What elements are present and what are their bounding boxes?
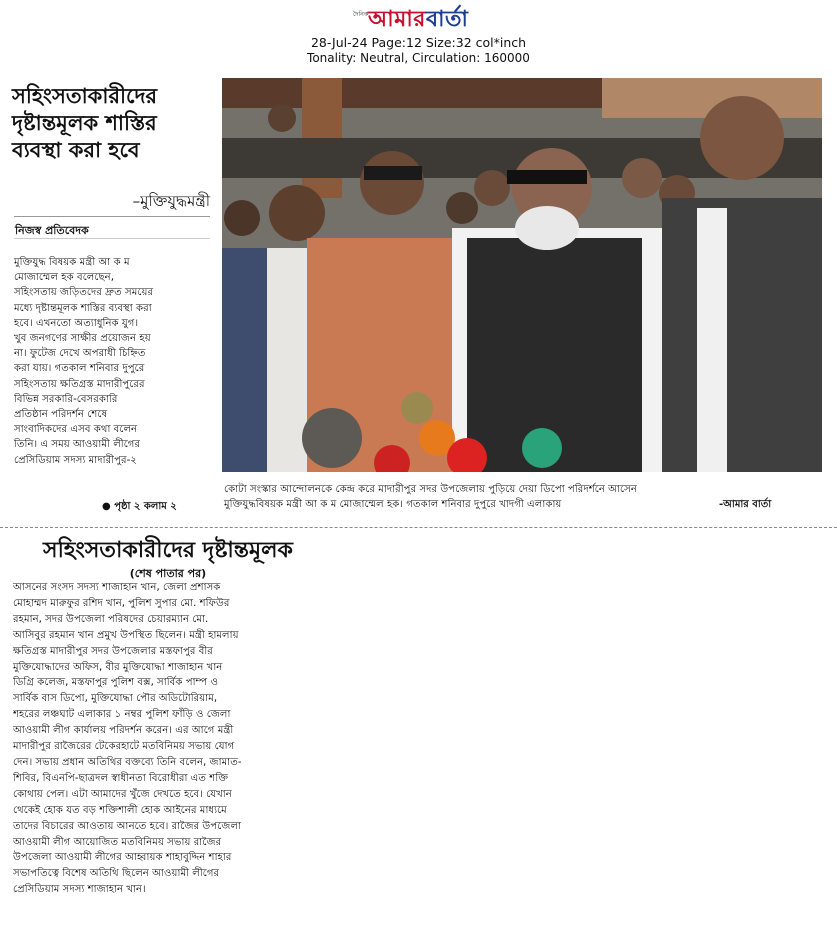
body-line: বিভিন্ন সরকারি-বেসরকারি [14, 393, 118, 405]
body-line: সহিংসতায় ক্ষতিগ্রস্ত মাদারীপুরের [14, 378, 145, 390]
body-line: সার্বিক বাস ডিপো, মুক্তিযোদ্ধা পৌর অডিটোরিয়াম, [13, 693, 218, 705]
body-line: আসিবুর রহমান খান প্রমুখ উপস্থিত ছিলেন। মন্ত্রী হামলায় [13, 629, 239, 641]
body-line: হবে। এখনতো অত্যাধুনিক যুগ। [14, 317, 139, 329]
news-photo [222, 78, 822, 472]
clipping-divider [0, 527, 837, 528]
body-line: রহমান, সদর উপজেলা পরিষদের চেয়ারম্যান মো. [13, 613, 209, 625]
caption-line: মুক্তিযুদ্ধবিষয়ক মন্ত্রী আ ক ম মোজাম্মেল হক। গতকাল শনিবার দুপুরে খাদগী এলাকায় [224, 499, 562, 510]
body-line: তিনি। এ সময় আওয়ামী লীগের [14, 439, 141, 451]
tonality-info: Tonality: Neutral, Circulation: 160000 [307, 51, 530, 65]
logo-text-red: আমার [368, 7, 426, 32]
body-line: প্রেসিডিয়াম সদস্য মাদারীপুর-২ [14, 454, 137, 466]
body-line: না। ফুটেজ দেখে অপরাধী চিহ্নিত [14, 348, 146, 360]
body-line: কোথায় পেল। এটা আমাদের খুঁজে দেখতে হবে। যেখান [13, 788, 232, 800]
body-line: শহরের লঞ্চঘাট এলাকার ১ নম্বর পুলিশ ফাঁড়ি ও জেলা [13, 709, 231, 721]
caption-line: কোটা সংস্কার আন্দোলনকে কেন্দ্র করে মাদারীপুর সদর উপজেলায় পুড়িয়ে দেয়া ডিপো পরিদর্শনে আসেন [224, 484, 637, 495]
body-line: আওয়ামী লীগ কার্যালয় পরিদর্শন করেন। এর আগে মন্ত্রী [13, 725, 234, 737]
body-line: মোজাম্মেল হক বলেছেন, [14, 272, 114, 284]
body-line: করা যায়। গতকাল শনিবার দুপুরে [14, 363, 145, 375]
body-line: মুক্তিযোদ্ধাদের অফিস, বীর মুক্তিযোদ্ধা শাজাহান খান [13, 661, 223, 673]
headline-line: ব্যবস্থা করা হবে [12, 137, 140, 162]
photo-credit: -আমার বার্তা [719, 499, 772, 510]
newspaper-tagline: দৈনিক [353, 11, 369, 18]
body-line: সাংবাদিকদের এসব কথা বলেন [14, 424, 138, 436]
publication-info: 28-Jul-24 Page:12 Size:32 col*inch [310, 35, 527, 50]
quote-source: –মুক্তিযুদ্ধমন্ত্রী [132, 192, 210, 210]
continuation-label: (শেষ পাতার পর) [129, 567, 207, 580]
body-line: মোহাম্মদ মারুফুর রশিদ খান, পুলিশ সুপার মো. শফিউর [13, 597, 230, 609]
logo-text-blue: বার্তা [425, 7, 469, 32]
body-line: প্রতিষ্ঠান পরিদর্শন শেষে [14, 409, 108, 421]
masthead [0, 0, 837, 70]
reporter-credit: নিজস্ব প্রতিবেদক [15, 224, 89, 237]
body-line: প্রেসিডিয়াম সদস্য শাজাহান খান। [13, 884, 146, 896]
headline-line: দৃষ্টান্তমূলক শাস্তির [12, 110, 157, 135]
body-line: সহিংসতায় জড়িতদের দ্রুত সময়ের [14, 287, 154, 299]
body-line: ডিগ্রি কলেজ, মস্তফাপুর পুলিশ বক্স, সার্বিক পাম্প ও [13, 677, 219, 689]
newspaper-logo [368, 2, 468, 39]
headline-line: সহিংসতাকারীদের [12, 83, 158, 108]
jump-reference: ● পৃষ্ঠা ২ কলাম ২ [102, 501, 177, 512]
body-line: মুক্তিযুদ্ধ বিষয়ক মন্ত্রী আ ক ম [14, 257, 130, 268]
article1-body [14, 255, 210, 468]
body-line: ক্ষতিগ্রস্ত মাদারীপুর সদর উপজেলার মস্তফাপুর বীর [13, 645, 213, 657]
body-line: আসনের সংসদ সদস্য শাজাহান খান, জেলা প্রশাসক [13, 582, 221, 593]
body-line: শিবির, বিএনপি-ছাত্রদল স্বাধীনতা বিরোধীরা এত শক্তি [13, 772, 229, 784]
body-line: সভাপতিত্বে বিশেষ অতিথি ছিলেন আওয়ামী লীগের [13, 868, 220, 880]
body-line: দেন। সভায় প্রধান অতিথির বক্তব্যে তিনি বলেন, জামাত- [13, 756, 242, 768]
article1-headline [12, 82, 212, 163]
body-line: আওয়ামী লীগ আয়োজিত মতবিনিময় সভায় রাজৈর [13, 836, 222, 848]
body-line: উপজেলা আওয়ামী লীগের আহ্বায়ক শাহাবুদ্দিন শাহার [13, 852, 232, 864]
body-line: মাদারীপুর রাজৈরের টেকেরহাটে মতবিনিময় সভায় যোগ [13, 741, 235, 753]
article2-body [13, 580, 327, 898]
body-line: মধ্যে দৃষ্টান্তমূলক শাস্তির ব্যবস্থা করা [14, 302, 152, 314]
article2-headline: সহিংসতাকারীদের দৃষ্টান্তমূলক [43, 537, 293, 563]
body-line: খুব জনগণের সাক্ষীর প্রয়োজন হয় [14, 333, 151, 345]
body-line: তাদের বিচারের আওতায় আনতে হবে। রাজৈর উপজেলা [13, 820, 242, 832]
photo-illustration [222, 78, 822, 472]
divider [14, 238, 210, 239]
divider [14, 216, 210, 217]
body-line: থেকেই হোক যত বড় শক্তিশালী হোক আইনের মাধ্যমে [13, 804, 227, 816]
